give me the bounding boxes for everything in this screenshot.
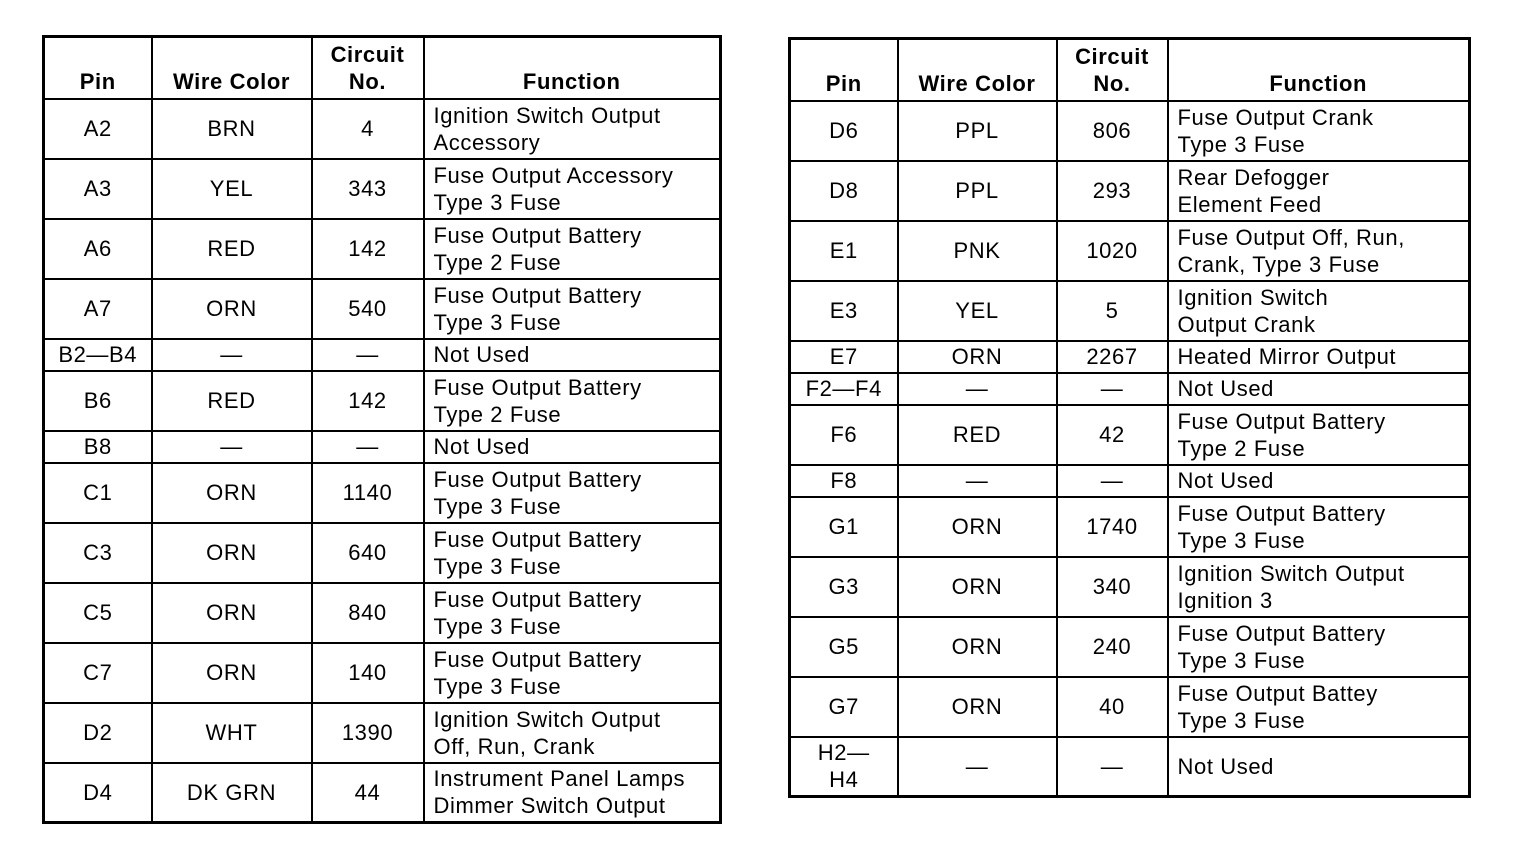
table-row: [44, 371, 721, 431]
pin-cell: B8: [44, 431, 152, 463]
table-row: [790, 497, 1470, 557]
pin-cell: F6: [790, 405, 898, 465]
table-row: [790, 405, 1470, 465]
function-cell: Fuse Output Battery Type 3 Fuse: [424, 583, 721, 643]
wire-color-cell: —: [152, 339, 312, 371]
table-row: [44, 523, 721, 583]
pin-cell: A6: [44, 219, 152, 279]
table-row: [44, 583, 721, 643]
table-row: [44, 339, 721, 371]
pin-cell: G5: [790, 617, 898, 677]
wire-color-cell: ORN: [152, 463, 312, 523]
wire-color-cell: RED: [898, 405, 1057, 465]
pin-cell: D6: [790, 101, 898, 161]
right-table-body: [790, 101, 1470, 797]
function-cell: Fuse Output Battey Type 3 Fuse: [1168, 677, 1470, 737]
right-pinout-table: [788, 37, 1471, 798]
pin-cell: C3: [44, 523, 152, 583]
table-row: [44, 643, 721, 703]
circuit-no-cell: 343: [312, 159, 424, 219]
table-row: [790, 161, 1470, 221]
pin-cell: F2—F4: [790, 373, 898, 405]
circuit-no-cell: 140: [312, 643, 424, 703]
circuit-no-cell: 1140: [312, 463, 424, 523]
pin-cell: G1: [790, 497, 898, 557]
circuit-no-cell: 293: [1057, 161, 1168, 221]
pin-cell: B2—B4: [44, 339, 152, 371]
pin-header: Pin: [44, 37, 152, 99]
function-cell: Not Used: [1168, 465, 1470, 497]
pin-cell: E7: [790, 341, 898, 373]
function-header: Function: [424, 37, 721, 99]
function-cell: Not Used: [1168, 373, 1470, 405]
table-row: [790, 341, 1470, 373]
wire-color-cell: DK GRN: [152, 763, 312, 823]
table-row: [44, 703, 721, 763]
function-cell: Fuse Output Battery Type 3 Fuse: [424, 643, 721, 703]
wire-color-cell: YEL: [152, 159, 312, 219]
function-cell: Instrument Panel Lamps Dimmer Switch Output: [424, 763, 721, 823]
table-row: [790, 281, 1470, 341]
circuit-no-cell: 540: [312, 279, 424, 339]
table-row: [790, 557, 1470, 617]
wire-color-cell: ORN: [152, 279, 312, 339]
circuit-no-cell: 42: [1057, 405, 1168, 465]
wire-color-header: Wire Color: [898, 39, 1057, 101]
pin-cell: G7: [790, 677, 898, 737]
wire-color-cell: ORN: [898, 497, 1057, 557]
table-row: [790, 677, 1470, 737]
wire-color-cell: RED: [152, 371, 312, 431]
wire-color-cell: ORN: [152, 523, 312, 583]
left-pinout-table: [42, 35, 722, 824]
function-header: Function: [1168, 39, 1470, 101]
wire-color-cell: ORN: [898, 617, 1057, 677]
function-cell: Ignition Switch Output Off, Run, Crank: [424, 703, 721, 763]
function-cell: Heated Mirror Output: [1168, 341, 1470, 373]
pin-cell: A2: [44, 99, 152, 159]
circuit-no-cell: 640: [312, 523, 424, 583]
wire-color-cell: YEL: [898, 281, 1057, 341]
pin-header: Pin: [790, 39, 898, 101]
function-cell: Not Used: [1168, 737, 1470, 797]
function-cell: Fuse Output Accessory Type 3 Fuse: [424, 159, 721, 219]
table-row: [44, 219, 721, 279]
table-row: [790, 373, 1470, 405]
table-row: [790, 737, 1470, 797]
wire-color-cell: PNK: [898, 221, 1057, 281]
pin-cell: A3: [44, 159, 152, 219]
wire-color-cell: WHT: [152, 703, 312, 763]
pin-cell: G3: [790, 557, 898, 617]
circuit-no-cell: 142: [312, 371, 424, 431]
circuit-no-cell: 5: [1057, 281, 1168, 341]
function-cell: Not Used: [424, 339, 721, 371]
wire-color-cell: —: [898, 373, 1057, 405]
function-cell: Fuse Output Battery Type 3 Fuse: [1168, 497, 1470, 557]
circuit-no-cell: —: [1057, 465, 1168, 497]
function-cell: Fuse Output Battery Type 2 Fuse: [424, 219, 721, 279]
circuit-no-cell: —: [1057, 737, 1168, 797]
pin-cell: D4: [44, 763, 152, 823]
pin-cell: D8: [790, 161, 898, 221]
wire-color-cell: ORN: [898, 677, 1057, 737]
circuit-no-header: Circuit No.: [1057, 39, 1168, 101]
table-row: [44, 431, 721, 463]
circuit-no-cell: 840: [312, 583, 424, 643]
circuit-no-cell: 1740: [1057, 497, 1168, 557]
wire-color-cell: ORN: [898, 341, 1057, 373]
wire-color-cell: PPL: [898, 161, 1057, 221]
circuit-no-cell: 240: [1057, 617, 1168, 677]
function-cell: Fuse Output Battery Type 3 Fuse: [1168, 617, 1470, 677]
table-row: [44, 159, 721, 219]
function-cell: Fuse Output Battery Type 3 Fuse: [424, 523, 721, 583]
table-row: [790, 101, 1470, 161]
function-cell: Fuse Output Battery Type 2 Fuse: [1168, 405, 1470, 465]
table-row: [790, 617, 1470, 677]
circuit-no-cell: —: [312, 339, 424, 371]
wire-color-cell: —: [898, 737, 1057, 797]
table-row: [44, 463, 721, 523]
circuit-no-cell: 1020: [1057, 221, 1168, 281]
wire-color-header: Wire Color: [152, 37, 312, 99]
wire-color-cell: RED: [152, 219, 312, 279]
pin-cell: C1: [44, 463, 152, 523]
circuit-no-cell: 340: [1057, 557, 1168, 617]
pin-cell: A7: [44, 279, 152, 339]
table-row: [790, 221, 1470, 281]
wire-color-cell: BRN: [152, 99, 312, 159]
pin-cell: B6: [44, 371, 152, 431]
function-cell: Ignition Switch Output Crank: [1168, 281, 1470, 341]
wire-color-cell: ORN: [152, 643, 312, 703]
pin-cell: C7: [44, 643, 152, 703]
pin-cell: E3: [790, 281, 898, 341]
table-row: [44, 99, 721, 159]
pin-cell: H2— H4: [790, 737, 898, 797]
left-table-body: [44, 99, 721, 823]
wire-color-cell: PPL: [898, 101, 1057, 161]
pin-cell: F8: [790, 465, 898, 497]
function-cell: Fuse Output Crank Type 3 Fuse: [1168, 101, 1470, 161]
circuit-no-cell: 806: [1057, 101, 1168, 161]
function-cell: Rear Defogger Element Feed: [1168, 161, 1470, 221]
circuit-no-cell: 2267: [1057, 341, 1168, 373]
function-cell: Not Used: [424, 431, 721, 463]
table-row: [44, 763, 721, 823]
function-cell: Ignition Switch Output Ignition 3: [1168, 557, 1470, 617]
table-row: [790, 465, 1470, 497]
pin-cell: D2: [44, 703, 152, 763]
table-row: [44, 279, 721, 339]
circuit-no-cell: 1390: [312, 703, 424, 763]
wire-color-cell: —: [152, 431, 312, 463]
circuit-no-cell: —: [1057, 373, 1168, 405]
circuit-no-cell: 40: [1057, 677, 1168, 737]
function-cell: Ignition Switch Output Accessory: [424, 99, 721, 159]
function-cell: Fuse Output Battery Type 2 Fuse: [424, 371, 721, 431]
circuit-no-cell: 4: [312, 99, 424, 159]
wire-color-cell: ORN: [152, 583, 312, 643]
wire-color-cell: ORN: [898, 557, 1057, 617]
circuit-no-cell: 142: [312, 219, 424, 279]
circuit-no-cell: 44: [312, 763, 424, 823]
function-cell: Fuse Output Battery Type 3 Fuse: [424, 279, 721, 339]
pin-cell: E1: [790, 221, 898, 281]
circuit-no-header: Circuit No.: [312, 37, 424, 99]
circuit-no-cell: —: [312, 431, 424, 463]
pin-cell: C5: [44, 583, 152, 643]
wire-color-cell: —: [898, 465, 1057, 497]
function-cell: Fuse Output Battery Type 3 Fuse: [424, 463, 721, 523]
function-cell: Fuse Output Off, Run, Crank, Type 3 Fuse: [1168, 221, 1470, 281]
